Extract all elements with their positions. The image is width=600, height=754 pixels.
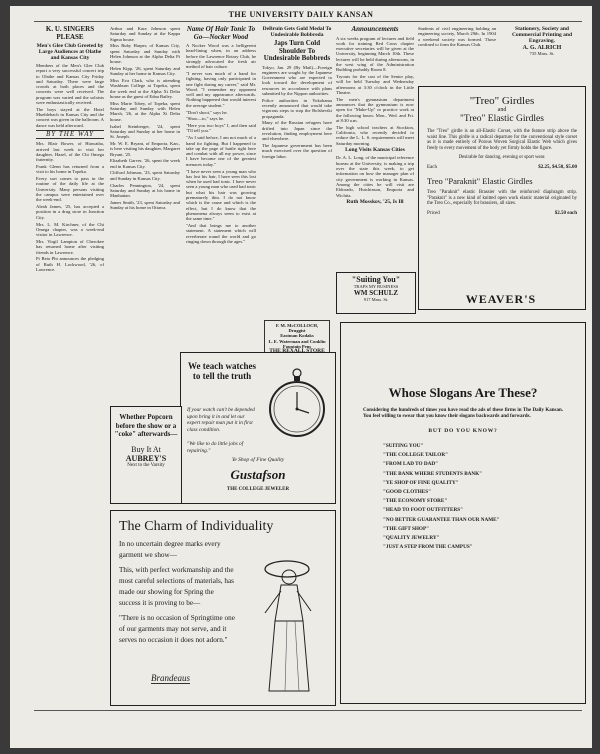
news-item: Arthur and Kara Johnson spent Saturday and Sunday at the Kappa Sigma house. (110, 26, 180, 42)
news-item: Mrs. L. M. Kirchner, of the Chi Omega chapter, was a week-end visitor in Lawrence. (36, 221, 104, 238)
treo-and: and (497, 107, 507, 113)
glee-club-headline: K. U. SINGERS PLEASE (45, 26, 95, 41)
article-paragraph: The boys stayed at the Hotel Muehlebach in Kansas City and the concert was given in the ballroom. A dance was held afterward. (36, 106, 104, 128)
paraknit-body: Treo "Paraknit" elastic Brassier with the reinforced diaphragm strip. "Paraknit" is a new kind of knitted open work elastic material originated by the Treo Co., especially for brassiers, all sizes. (427, 189, 577, 207)
masthead: THE UNIVERSITY DAILY KANSAN (228, 10, 374, 19)
aubreys-store: AUBREY'S (125, 453, 167, 463)
announcement: A six weeks program of lectures and field work for training Red Cross chapter executive secretaries will be given at the University, beginning March 10th. These lectures will be held during afternoons, in the west wing of the Administration Building probably Room 8. (336, 35, 414, 73)
treo-elastic-title: "Treo" Elastic Girdles (460, 114, 544, 124)
aubreys-title: Whether Popcorn before the show or a "coke" afterwards— (114, 413, 178, 438)
gustafson-brand: Gustafson (230, 467, 286, 482)
news-item: Isabel Steinberger, '24, spent Saturday and Sunday at her home in St. Joseph. (110, 123, 180, 140)
charm-of-individuality-ad (110, 510, 336, 706)
article-paragraph: "Here you two boys" I, and then said "I'll tell you." (186, 123, 256, 134)
mccolloch-line3: Fountain Pens (282, 343, 312, 349)
slogan-item: "THE COLLEGE TAILOR" (383, 452, 448, 459)
announcement: The men's gymnasium department announces that the gymnasium is now open for "Make-Up" or practice work at the following hours: Mon., Wed. and Fri. at 8:30 a.m. (336, 96, 414, 123)
slogans-body: Considering the hundreds of times you have read the ads of these firms in The Daily Kansan. You feel willing to swear that you know their slogans backwards and forwards. (363, 408, 563, 419)
news-item: Mr. W. E. Bryant, of Emporia, Kan., is here visiting his daughter, Margaret Bryant, '25. (110, 140, 180, 157)
pocket-watch-icon (267, 363, 327, 441)
alrich-tagline: Stationery, Society and Commercial Printing and Engraving. (511, 26, 573, 44)
article-paragraph: A Nocker Wood was a belligerent head-lining when, in an address before the Lawrence Rotary Club, he strongly advocated the fresh air method of hair culture. (186, 43, 256, 70)
news-item: Elizabeth Garver, '26, spent the week end in Kansas City. (110, 158, 180, 169)
column-5 (336, 26, 414, 261)
column-6 (418, 26, 496, 84)
gustafson-shop: Ye Shop of Fine Quality (231, 457, 285, 463)
news-item: Students of civil engineering holding an engineering society, March 29th. In 1904 a weekend society was formed. Those confined to form the Kansas Club. (418, 26, 496, 47)
article-paragraph: "I never was much of a hand for fighting, having only participated in one fight during my career," said Mr. Wood. "I remember my opponent well and my appearance afterwards. Nothing happened that would interest the average student." (186, 70, 256, 108)
column-2 (110, 26, 180, 416)
treo-price-line (427, 165, 577, 170)
slogans-list (383, 442, 585, 552)
slogan-item: "YE SHOP OF FINE QUALITY" (383, 479, 459, 486)
japs-headline: Japs Turn Cold Shoulder To Undesirable Bobbreds (263, 39, 331, 62)
treo-girdles-ad (418, 86, 586, 310)
article-paragraph: Tokyo, Jan. 29 (By Mail)—Foreign engineers are sought by the Japanese Government who are expected to look toward the development of resources in accordance with plans submitted by the Nippon authorities. (262, 64, 332, 96)
slogans-ad (340, 322, 586, 704)
mosskov-headline: Ruth Mosskov, '25, Is Ill (346, 199, 404, 206)
schulz-sub: TRAPS MY BUSINESS (353, 284, 399, 289)
news-item: James Smith, '23, spent Saturday and Sunday at his home in Ottawa. (110, 199, 180, 211)
slogan-item: "NO BETTER GUARANTEE THAN OUR NAME" (383, 516, 500, 523)
bottom-rule (34, 710, 582, 711)
gustafson-watch-ad (180, 352, 336, 504)
announcement: The high school teachers at Stockton, California, who recently decided to reduce the L. L. S. requirements will meet Saturday morning. (336, 124, 414, 146)
slogan-item: "HEAD TO FOOT OUTFITTERS" (383, 507, 463, 514)
article-paragraph: Members of the Men's Glee Club report a very successful concert trip to Olathe and Kansas City Friday and Saturday. There were large crowds at both places and the concerts were well received. The program was varied and the soloists were enthusiastically received. (36, 63, 104, 106)
article-paragraph: "I have never seen a young man who has lost his hair, I have seen this lost when he used bad tonic. I have never seen a young man who used bad tonic but what his hair was growing prematurely thin. I do not know which is the cause and which is the effect, but I do know that the phenomena always seem to exist at the same time." (186, 168, 256, 222)
fashion-woman-illustration (251, 551, 329, 701)
watch-title: We teach watches to tell the truth (188, 361, 256, 381)
slogan-item: "THE ECONOMY STORE" (383, 498, 448, 505)
schulz-title: "Suiting You" (351, 275, 401, 284)
slogan-item: "QUALITY JEWELRY" (383, 535, 440, 542)
aubreys-ad (110, 406, 182, 504)
gustafson-sub: THE COLLEGE JEWELER (226, 487, 290, 492)
treo-body: The "Treo" girdle is an all-Elastic Corset, with the feature strip above the waist line. This girdle is a radical departure for the conventional style corset as it is made entirely of Porous Woven Surgical Elastic Web which gives freely to every movement of the body yet firmly holds the figure. (427, 129, 577, 151)
slogan-item: "GOOD CLOTHES" (383, 489, 431, 496)
schulz-name: WM SCHULZ (353, 289, 399, 297)
slogan-item: "SUITING YOU" (383, 443, 424, 449)
weavers-logo: WEAVER'S (465, 292, 537, 306)
column-1 (36, 26, 104, 746)
news-item: Mrs. Blair Bower, of Hiawatha, arrived last week to visit her daughter, Hazel, of the Chi Omega fraternity. (36, 141, 104, 163)
mccolloch-line2: L. E. Waterman and Conklin (268, 338, 326, 344)
brandeaus-signature: Brandeaus (151, 673, 190, 683)
slogan-item: "THE GIFT SHOP" (383, 525, 430, 532)
charm-p3: "There is no occasion of Springtime one of our garments may not serve, and it serves no occasion it does not adorn." (119, 614, 235, 644)
paraknit-price: $2.50 each (554, 210, 577, 216)
treo-each-label: Each (427, 164, 437, 170)
hair-tonic-headline: Name Of Hair Tonic To Go—Nocker Wood (186, 26, 256, 41)
news-item: Miss Marie Tobey, of Topeka, spent Saturday and Sunday with Helen Marsh, '26, at the Alpha Xi Delta house. (110, 100, 180, 122)
alrich-address: 735 Mass. St. (529, 51, 555, 57)
slogan-item: "FROM LAD TO DAD" (383, 461, 438, 468)
mccolloch-line1: Eastman Kodaks (280, 333, 314, 339)
column-4 (262, 26, 332, 316)
announcement: Tryouts for the cast of the Senior play, will be held Tuesday and Wednesday afternoons at 3:30 o'clock in the Little Theatre. (336, 74, 414, 95)
mccolloch-name: F. M. McCOLLOCH, Druggist (275, 323, 319, 334)
charm-title: The Charm of Individuality (119, 519, 274, 534)
slogans-title: Whose Slogans Are These? (388, 385, 538, 400)
glee-club-subhead: Men's Glee Club Greeted by Large Audiences at Olathe and Kansas City (36, 43, 104, 61)
article-paragraph: Many of the Russian refugees have drifted into Japan since the revolution, finding employment here and elsewhere. (262, 120, 332, 142)
newspaper-page (10, 6, 592, 748)
news-item: Miss Ruby Harper, of Kansas City, spent Saturday and Sunday with Helen Johnson at the Alpha Delta Pi house. (110, 43, 180, 65)
treo-desirable: Desirable for dancing, evening or sport wear. (458, 155, 546, 161)
article-paragraph: "And that brings me to another statement. A statement which will reverberate round the world and go ringing down through the ages." (186, 223, 256, 244)
schulz-ad (336, 272, 416, 314)
news-item: Frank Glenn has returned from a visit to his home in Topeka. (36, 164, 104, 175)
article-paragraph: "As I said before, I am not much of a hand for fighting. But I happened to take up the page of battle right here and combat with all my power, since I have become one of the greatest menaces today." (186, 135, 256, 167)
alrich-ad (500, 26, 584, 84)
watch-quote: "We like to do little jobs of repairing." (187, 441, 244, 454)
treo-each-prices: $2.25, $4.50, $5.00 (538, 164, 577, 170)
slogan-item: "THE BANK WHERE STUDENTS BANK" (383, 470, 483, 477)
by-the-way-header: BY THE WAY (36, 130, 104, 139)
top-rule (34, 21, 582, 22)
news-item: Mrs. Virgil Lampton of Cherokee has returned home after visiting friends in Lawrence. (36, 238, 104, 255)
news-item: Pi Beta Phi announces the pledging of Ruth H. Lockwood, '26, of Lawrence. (36, 256, 104, 272)
news-item: Miss Eva Clark, who is attending Washburn College at Topeka, spent the week end at the Alpha Xi Delta house as the guest of Edna Bailey. (110, 78, 180, 100)
aubreys-next: Next to the Varsity (127, 462, 165, 468)
long-visits-headline: Long Visits Kansas Cities (345, 147, 405, 154)
paraknit-priced-label: Priced (427, 210, 440, 216)
slogans-sub: BUT DO YOU KNOW? (428, 428, 498, 434)
charm-p2: This, with perfect workmanship and the most careful selections of materials, has made our showing for Spring the success it is proving to be— (119, 566, 234, 607)
news-item: Helen Kipp, '26, spent Saturday and Sunday at her home in Kansas City. (110, 66, 180, 77)
debruin-headline: DeBruin Gets Gold Medal To Undesirable Bobbreda (262, 26, 332, 38)
schulz-address: 917 Mass. St. (363, 297, 389, 302)
watch-body: If your watch can't be depended upon bring it in and let our expert repair man put it in first class condition. (187, 407, 255, 433)
article-paragraph: "Shoo—to," says he. (186, 116, 225, 122)
slogan-item: "JUST A STEP FROM THE CAMPUS" (383, 544, 473, 551)
paraknit-price-line (427, 211, 577, 216)
article-paragraph: "Don't shoot," says he. (186, 109, 228, 115)
news-item: Every sort comes to pass in the routine of the daily life at the University. Many persons visiting the campus were entertained over the week-end. (36, 176, 104, 203)
charm-p1: In no uncertain degree marks every garment we show— (119, 540, 221, 559)
treo-title: "Treo" Girdles (469, 95, 535, 107)
article-paragraph: Police authorities in Yokohama recently announced that would take vigorous steps to stop the Bolsheviki propaganda. (262, 97, 332, 119)
article-paragraph: The Japanese government has been much exercised over the question of foreign labor. (262, 143, 332, 159)
announcements-headline: Announcements (351, 26, 399, 33)
news-item: Clifford Johnson, '23, spent Saturday and Sunday in Kansas City. (110, 170, 180, 181)
alrich-name: A. G. ALRICH (522, 45, 562, 51)
news-item: Aleah James, '25, has accepted a position in a drug store in Junction City. (36, 204, 104, 220)
announcement: Dr. A. L. Long, of the municipal reference bureau at the University, is making a trip over the state this week, to get information on how the manager plan of city government is working in Kansas. Among the cities he will visit are Eldorado, Hutchinson, Emporia and Wichita. (336, 155, 414, 198)
aubreys-buy: Buy It At (131, 444, 161, 454)
news-item: Charles Pennington, '24, spent Saturday and Sunday at his home in Manhattan. (110, 182, 180, 199)
paraknit-title: Treo "Paraknit" Elastic Girdles (427, 175, 533, 186)
